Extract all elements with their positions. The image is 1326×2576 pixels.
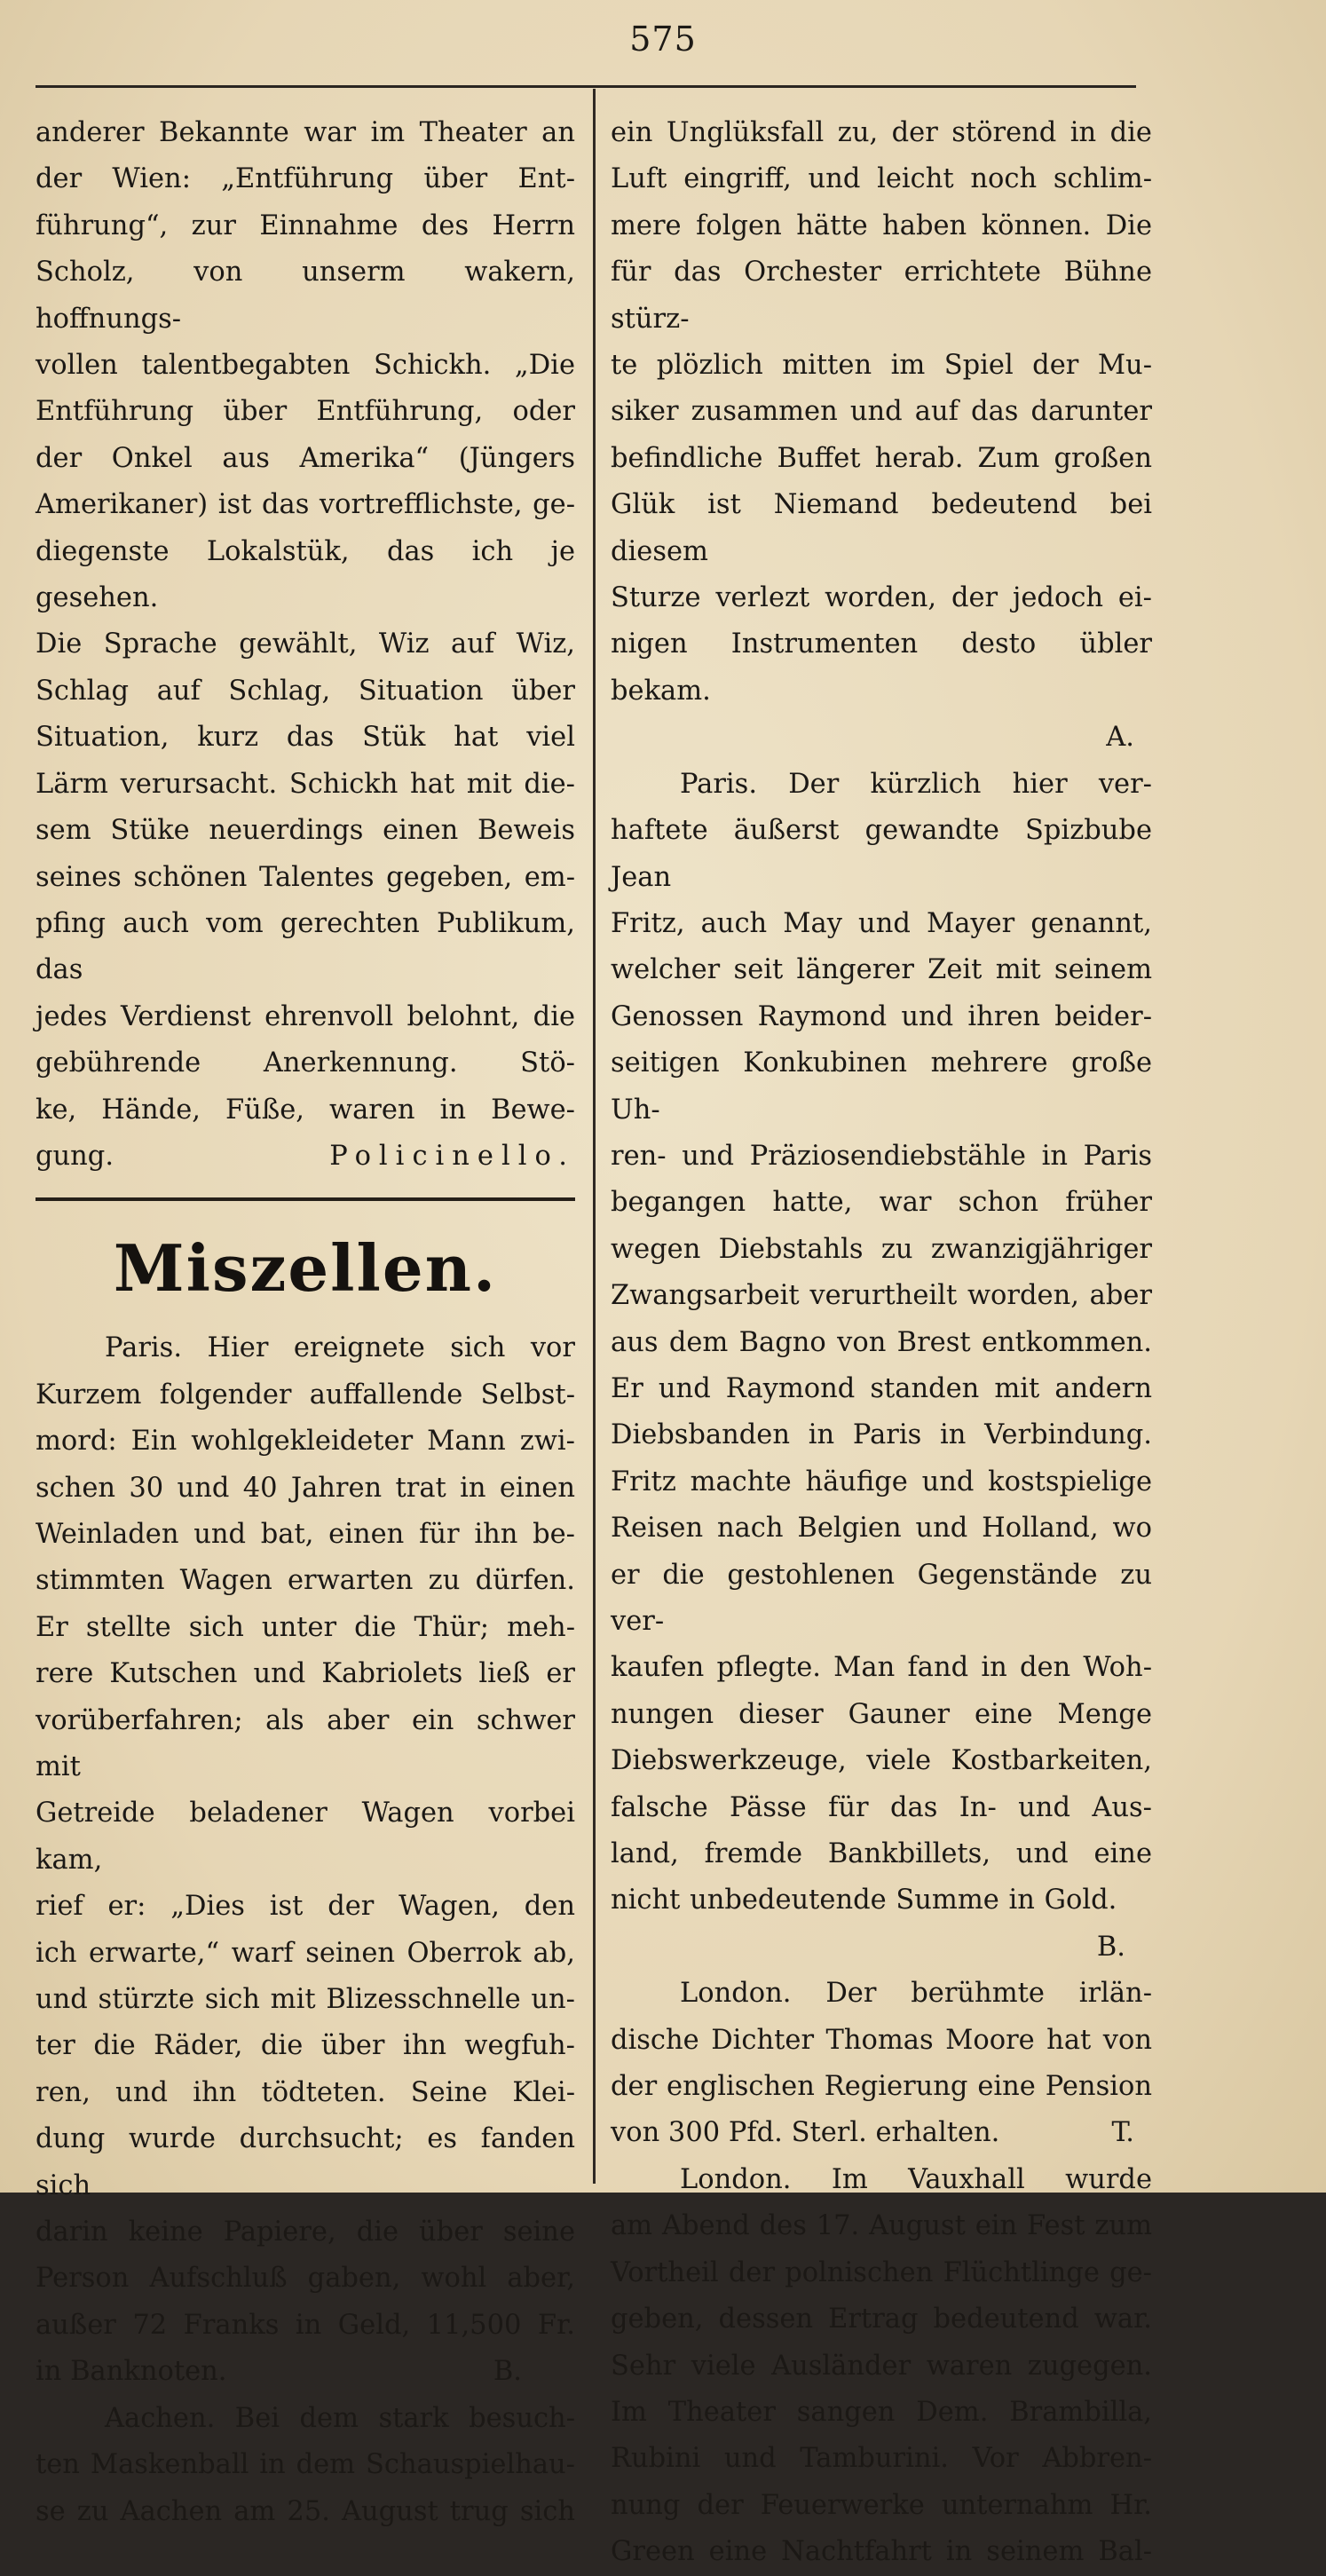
text-line: befindliche Buffet herab. Zum großen (611, 442, 1152, 474)
text-line: kaufen pflegte. Man fand in den Woh- (611, 1652, 1152, 1684)
text-line: der Onkel aus Amerika“ (Jüngers (36, 442, 575, 474)
text-line: gung. (36, 1140, 114, 1172)
text-line: dung wurde durchsucht; es fanden sich (36, 2123, 575, 2201)
text-line: siker zusammen und auf das darunter (611, 396, 1152, 428)
text-line: Scholz, von unserm wakern, hoffnungs- (36, 257, 575, 335)
text-line: der Wien: „Entführung über Ent- (36, 163, 575, 195)
text-line: anderer Bekannte war im Theater an (36, 117, 575, 148)
text-line: ein Unglüksfall zu, der störend in die (611, 117, 1152, 148)
text-line: diegenste Lokalstük, das ich je gesehen. (36, 535, 575, 614)
author-signature: B. (1096, 1931, 1125, 1963)
text-line: Situation, kurz das Stük hat viel (36, 722, 575, 754)
text-line: land, fremde Bankbillets, und eine (611, 1838, 1152, 1870)
text-line: außer 72 Franks in Geld, 11,500 Fr. (36, 2309, 575, 2341)
text-line: Kurzem folgender auffallende Selbst- (36, 1379, 575, 1410)
text-line: seines schönen Talentes gegeben, em- (36, 861, 575, 893)
section-divider (36, 1197, 575, 1201)
text-line: rere Kutschen und Kabriolets ließ er (36, 1658, 575, 1690)
header-rule (36, 85, 1136, 88)
london-vauxhall-article (611, 2157, 1152, 2576)
text-line: begangen hatte, war schon früher (611, 1187, 1152, 1219)
text-line: Paris. Hier ereignete sich vor (105, 1332, 575, 1364)
text-line: nung der Feuerwerke unternahm Hr. (611, 2489, 1152, 2521)
text-line: mord: Ein wohlgekleideter Mann zwi- (36, 1426, 575, 1458)
text-line: Getreide beladener Wagen vorbei kam, (36, 1798, 575, 1876)
text-line: ten Maskenball in dem Schauspielhau- (36, 2449, 575, 2481)
text-line: nicht unbedeutende Summe in Gold. (611, 1885, 1117, 1916)
text-line: ich erwarte,“ warf seinen Oberrok ab, (36, 1937, 575, 1969)
text-line: am Abend des 17. August ein Fest zum (611, 2210, 1152, 2242)
text-line: von 300 Pfd. Sterl. erhalten. (611, 2117, 1000, 2149)
london-moore-article (611, 1971, 1152, 2157)
text-line: der englischen Regierung eine Pension (611, 2071, 1152, 2103)
author-signature: A. (1106, 722, 1134, 754)
author-signature: T. (1111, 2117, 1134, 2149)
text-line: rief er: „Dies ist der Wagen, den (36, 1891, 575, 1923)
text-line: Die Sprache gewählt, Wiz auf Wiz, (36, 628, 575, 660)
author-signature: B. (493, 2356, 522, 2388)
text-line: pfing auch vom gerechten Publikum, das (36, 907, 575, 986)
aachen-article (36, 2396, 575, 2535)
left-column (36, 110, 575, 2535)
text-line: Schlag auf Schlag, Situation über (36, 675, 575, 707)
text-line: Er stellte sich unter die Thür; meh- (36, 1611, 575, 1643)
text-line: ter die Räder, die über ihn wegfuh- (36, 2030, 575, 2062)
text-line: mere folgen hätte haben können. Die (611, 209, 1152, 241)
text-line: Lärm verursacht. Schickh hat mit die- (36, 768, 575, 800)
text-line: schen 30 und 40 Jahren trat in einen (36, 1472, 575, 1504)
text-line: geben, dessen Ertrag bedeutend war. (611, 2303, 1152, 2335)
text-line: führung“, zur Einnahme des Herrn (36, 209, 575, 241)
text-line: Weinladen und bat, einen für ihn be- (36, 1518, 575, 1550)
text-line: aus dem Bagno von Brest entkommen. (611, 1326, 1152, 1358)
text-line: in Banknoten. (36, 2356, 227, 2388)
text-line: Amerikaner) ist das vortrefflichste, ge- (36, 489, 575, 521)
column-divider (593, 89, 596, 2184)
text-line: Luft eingriff, und leicht noch schlim- (611, 163, 1152, 195)
text-line: gebührende Anerkennung. Stö- (36, 1047, 575, 1079)
right-column (611, 110, 1152, 2576)
text-line: Fritz, auch May und Mayer genannt, (611, 907, 1152, 939)
theater-review-article (36, 110, 575, 1180)
text-line: Paris. Der kürzlich hier ver- (680, 768, 1152, 800)
section-title: Miszellen. (113, 1230, 498, 1307)
text-line: für das Orchester errichtete Bühne stürz- (611, 257, 1152, 335)
text-line: jedes Verdienst ehrenvoll belohnt, die (36, 1000, 575, 1032)
text-line: dische Dichter Thomas Moore hat von (611, 2024, 1152, 2056)
text-line: Reisen nach Belgien und Holland, wo (611, 1513, 1152, 1545)
text-line: vorüberfahren; als aber ein schwer mit (36, 1704, 575, 1782)
text-line: Green eine Nachtfahrt in seinem Bal- (611, 2536, 1152, 2568)
text-line: London. Der berühmte irlän- (680, 1978, 1152, 2010)
page-number: 575 (629, 20, 697, 59)
text-line: se zu Aachen am 25. August trug sich (36, 2495, 575, 2527)
text-line: Diebswerkzeuge, viele Kostbarkeiten, (611, 1745, 1152, 1777)
text-line: ke, Hände, Füße, waren in Bewe- (36, 1094, 575, 1126)
text-line: Diebsbanden in Paris in Verbindung. (611, 1419, 1152, 1451)
text-line: Vortheil der polnischen Flüchtlinge ge- (611, 2256, 1152, 2288)
text-line: haftete äußerst gewandte Spizbube Jean (611, 815, 1152, 893)
text-line: Genossen Raymond und ihren beider- (611, 1000, 1152, 1032)
text-line: und stürzte sich mit Blizesschnelle un- (36, 1984, 575, 2016)
text-line: ren, und ihn tödteten. Seine Klei- (36, 2076, 575, 2108)
text-line: ren- und Präziosendiebstähle in Paris (611, 1140, 1152, 1172)
text-line: seitigen Konkubinen mehrere große Uh- (611, 1047, 1152, 1126)
text-line: London. Im Vauxhall wurde (680, 2163, 1152, 2195)
text-line: Sturze verlezt worden, der jedoch ei- (611, 582, 1152, 614)
paris-thief-article (611, 762, 1152, 1972)
text-line: Entführung über Entführung, oder (36, 396, 575, 428)
text-line: Zwangsarbeit verurtheilt worden, aber (611, 1280, 1152, 1312)
text-line: falsche Pässe für das In- und Aus- (611, 1791, 1152, 1823)
text-line: sem Stüke neuerdings einen Beweis (36, 815, 575, 847)
text-line: Person Aufschluß gaben, wohl aber, (36, 2263, 575, 2295)
text-line: er die gestohlenen Gegenstände zu ver- (611, 1559, 1152, 1637)
text-line: te plözlich mitten im Spiel der Mu- (611, 350, 1152, 382)
text-line: Glük ist Niemand bedeutend bei diesem (611, 489, 1152, 567)
signature-row (36, 1134, 575, 1180)
author-signature: Policinello. (329, 1140, 575, 1172)
text-line: Er und Raymond standen mit andern (611, 1372, 1152, 1404)
text-line: Sehr viele Ausländer waren zugegen. (611, 2350, 1152, 2382)
text-line: Aachen. Bei dem stark besuch- (105, 2402, 575, 2434)
text-line: Fritz machte häufige und kostspielige (611, 1466, 1152, 1497)
signature-row (611, 2110, 1152, 2156)
signature-row (36, 2349, 575, 2395)
text-line: wegen Diebstahls zu zwanzigjähriger (611, 1233, 1152, 1265)
text-line: stimmten Wagen erwarten zu dürfen. (36, 1565, 575, 1597)
text-line: Rubini und Tamburini. Vor Abbren- (611, 2443, 1152, 2475)
text-line: vollen talentbegabten Schickh. „Die (36, 350, 575, 382)
aachen-article-continued (611, 110, 1152, 762)
text-line: nungen dieser Gauner eine Menge (611, 1698, 1152, 1730)
paris-suicide-article (36, 1325, 575, 2395)
text-line: welcher seit längerer Zeit mit seinem (611, 954, 1152, 986)
text-line: darin keine Papiere, die über seine (36, 2216, 575, 2248)
text-line: nigen Instrumenten desto übler bekam. (611, 628, 1152, 707)
text-line: Im Theater sangen Dem. Brambilla, (611, 2396, 1152, 2428)
